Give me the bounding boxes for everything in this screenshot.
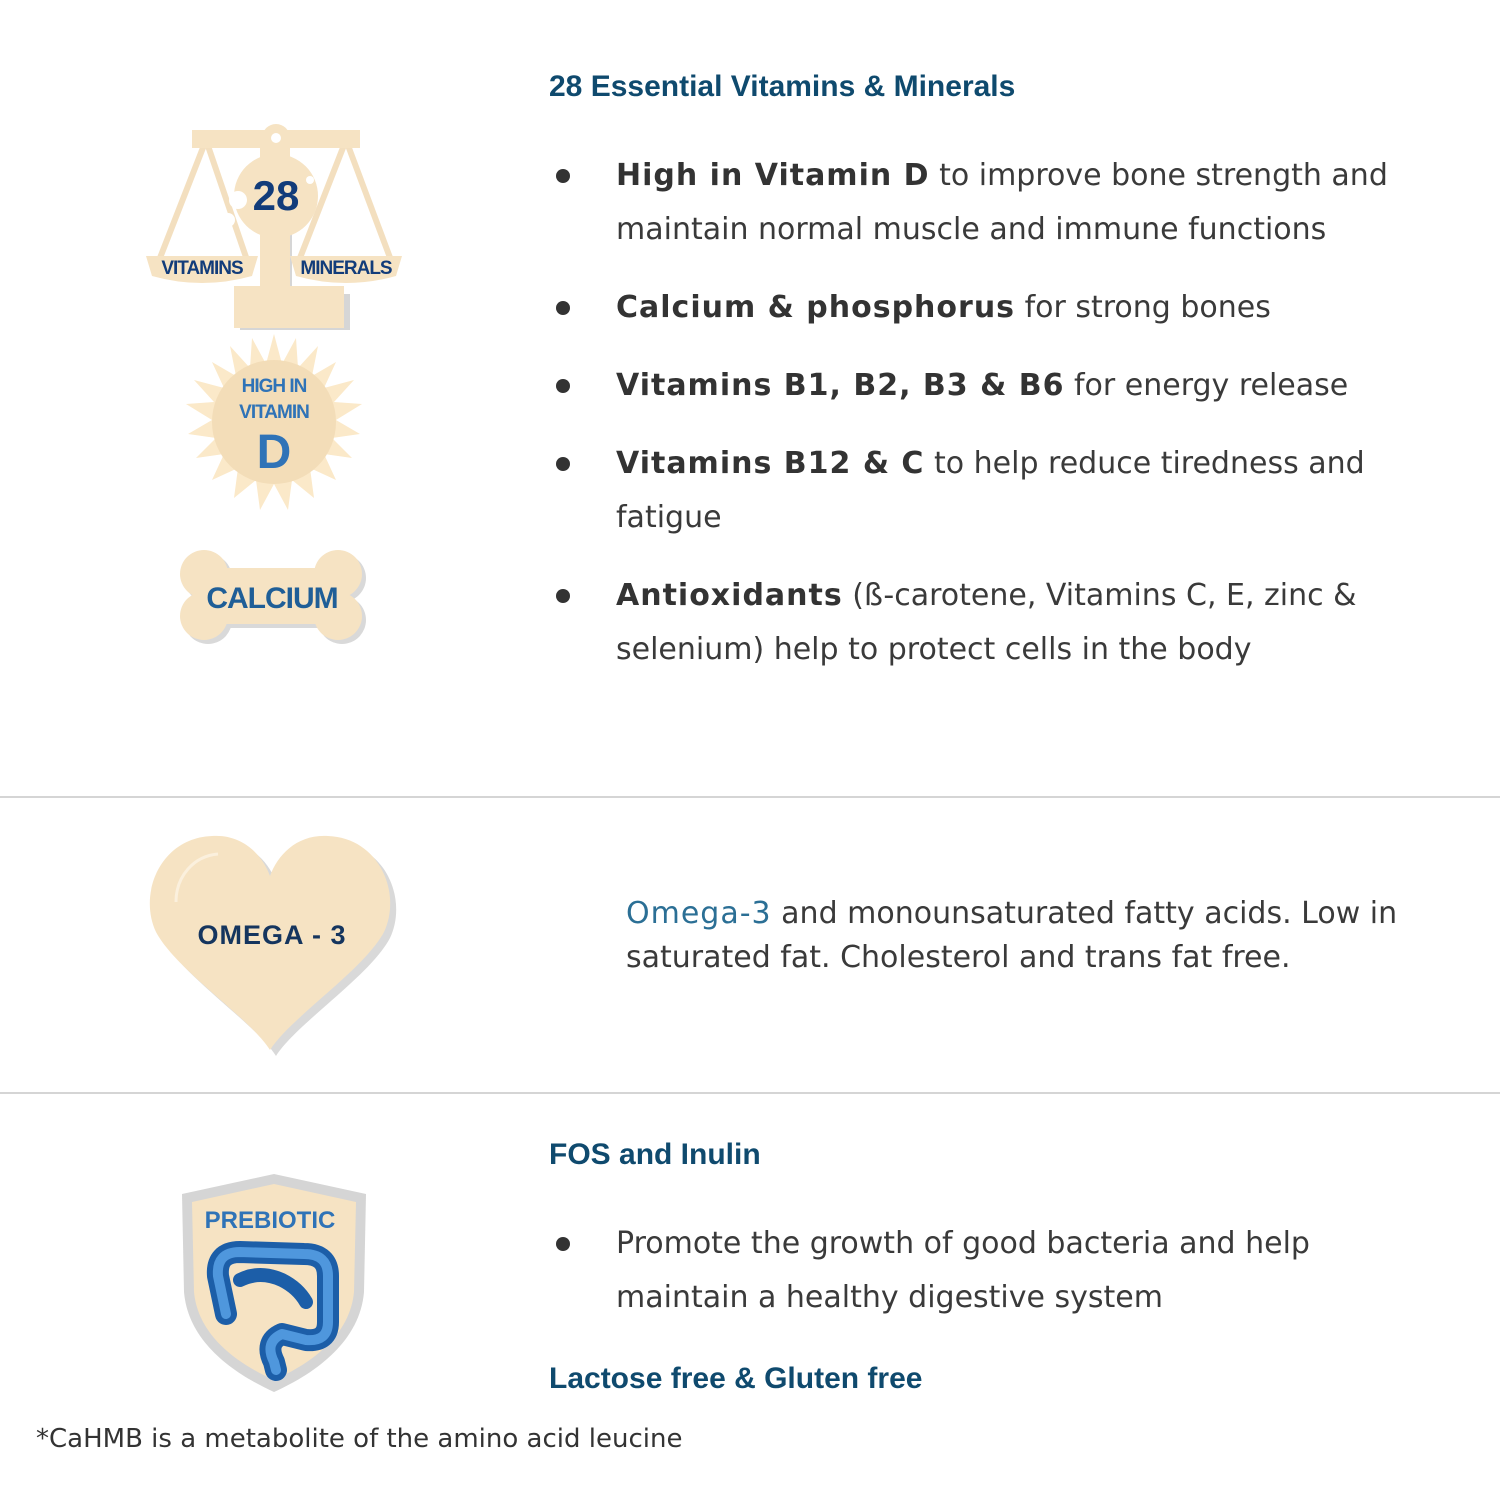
bullet-dot: [556, 301, 570, 315]
bullet-text: to improve bone strength and maintain normal muscle and immune functions: [616, 158, 1388, 247]
fos-bullet-list: [552, 1217, 1412, 1325]
bullet-text: for energy release: [1064, 368, 1349, 403]
sun-badge-icon: [184, 334, 364, 510]
bullet-bold: Calcium & phosphorus: [616, 290, 1016, 325]
bullet-text: to help reduce tiredness and fatigue: [616, 446, 1365, 535]
sun-line2: VITAMIN: [239, 402, 309, 423]
footnote: *CaHMB is a metabolite of the amino acid leucine: [36, 1424, 683, 1454]
shield-icon: [178, 1172, 370, 1394]
scale-left-label: VITAMINS: [161, 258, 243, 279]
bullet-text: for strong bones: [1015, 290, 1271, 325]
list-item: [552, 359, 1412, 413]
bullet-bold: Vitamins B1, B2, B3 & B6: [616, 368, 1065, 403]
shield-label: PREBIOTIC: [204, 1207, 336, 1234]
sun-letter: D: [256, 426, 292, 479]
list-item: [552, 149, 1412, 257]
bone-icon: [176, 544, 372, 652]
bullet-dot: [556, 169, 570, 183]
bullet-bold: High in Vitamin D: [616, 158, 930, 193]
bullet-text: (ß-carotene, Vitamins C, E, zinc & selenium) help to protect cells in the body: [616, 578, 1357, 667]
heart-label: OMEGA - 3: [197, 920, 347, 950]
lactose-gluten-heading: Lactose free & Gluten free: [549, 1362, 923, 1395]
bullet-dot: [556, 379, 570, 393]
bullet-text: Promote the growth of good bacteria and help maintain a healthy digestive system: [616, 1226, 1310, 1315]
bullet-dot: [556, 457, 570, 471]
list-item: [552, 437, 1412, 545]
scale-number: 28: [252, 172, 300, 219]
omega-accent: Omega-3: [626, 896, 772, 931]
bullet-dot: [556, 589, 570, 603]
vitamins-bullet-list: [552, 149, 1412, 677]
heart-icon: [146, 832, 404, 1064]
scale-right-label: MINERALS: [300, 258, 392, 279]
section-divider: [0, 1092, 1500, 1094]
section-divider: [0, 796, 1500, 798]
omega-description: [626, 892, 1446, 980]
omega-body: and monounsaturated fatty acids. Low in saturated fat. Cholesterol and trans fat free.: [626, 896, 1398, 975]
list-item: [552, 569, 1412, 677]
bullet-bold: Antioxidants: [616, 578, 843, 613]
bullet-bold: Vitamins B12 & C: [616, 446, 925, 481]
list-item: [552, 1217, 1412, 1325]
bullet-dot: [556, 1237, 570, 1251]
sun-line1: HIGH IN: [241, 376, 307, 397]
list-item: [552, 281, 1412, 335]
bone-label: CALCIUM: [206, 582, 338, 615]
balance-scale-icon: [140, 118, 410, 338]
section-heading-fos: FOS and Inulin: [549, 1138, 761, 1171]
section-heading-vitamins: 28 Essential Vitamins & Minerals: [549, 70, 1016, 103]
